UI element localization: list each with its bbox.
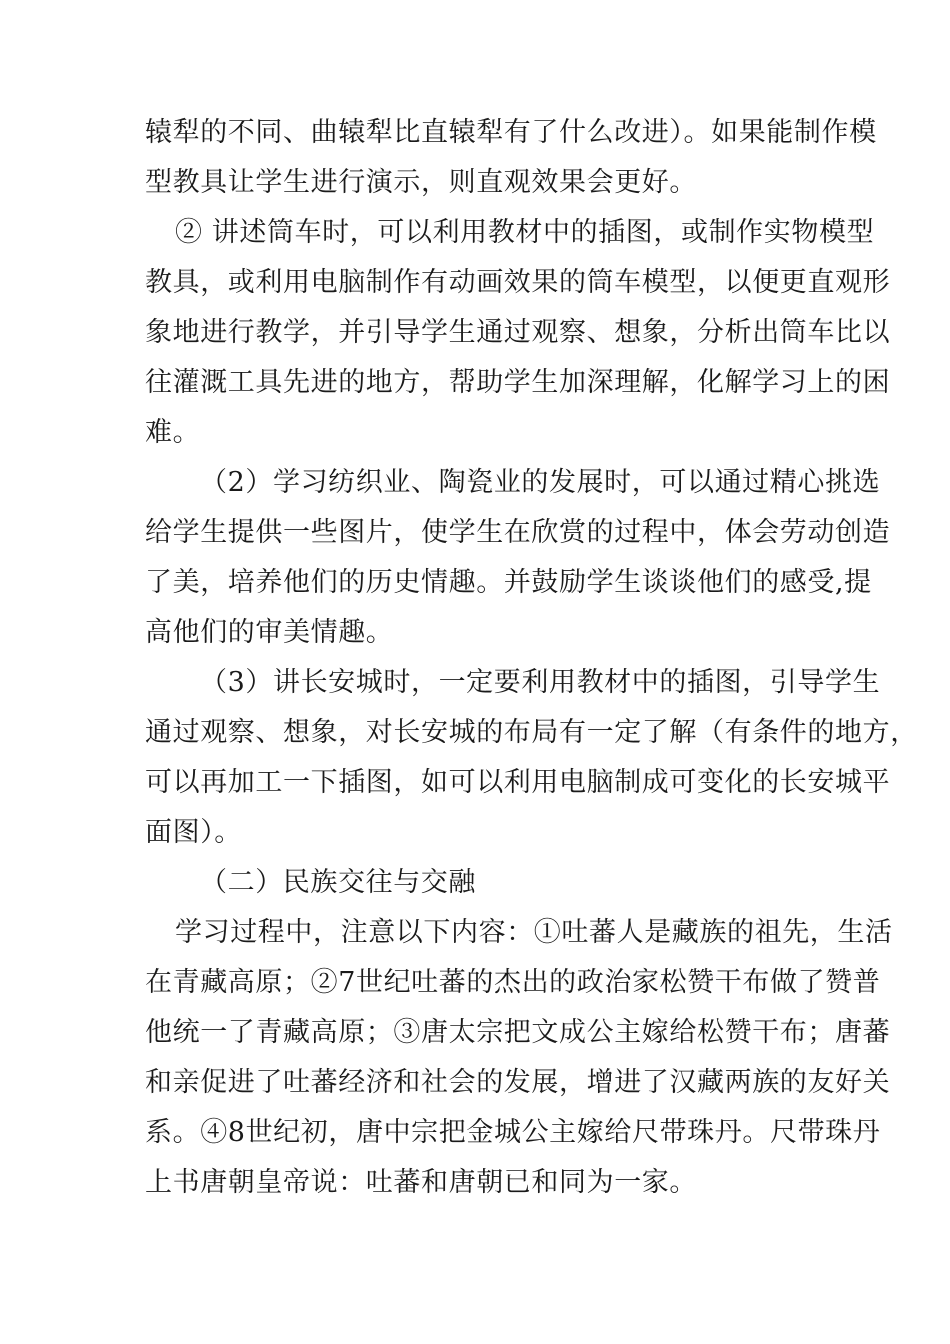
text-line: 往灌溉工具先进的地方，帮助学生加深理解，化解学习上的困 bbox=[145, 367, 891, 398]
text-line: 系。④8世纪初，唐中宗把金城公主嫁给尺带珠丹。尺带珠丹 bbox=[145, 1117, 881, 1148]
text-line: 在青藏高原；②7世纪吐蕃的杰出的政治家松赞干布做了赞普 bbox=[145, 967, 881, 998]
text-line: 了美，培养他们的历史情趣。并鼓励学生谈谈他们的感受,提 bbox=[145, 567, 872, 598]
text-line: 通过观察、想象，对长安城的布局有一定了解（有条件的地方， bbox=[145, 717, 918, 748]
section-heading: （二）民族交往与交融 bbox=[200, 867, 476, 898]
text-line: 他统一了青藏高原；③唐太宗把文成公主嫁给松赞干布；唐蕃 bbox=[145, 1017, 891, 1048]
text-line: 难。 bbox=[145, 417, 201, 448]
text-line: （3）讲长安城时，一定要利用教材中的插图，引导学生 bbox=[200, 667, 881, 698]
text-line: 辕犁的不同、曲辕犁比直辕犁有了什么改进）。如果能制作模 bbox=[145, 117, 877, 148]
text-line: 型教具让学生进行演示，则直观效果会更好。 bbox=[145, 167, 697, 198]
text-line: 象地进行教学，并引导学生通过观察、想象，分析出筒车比以 bbox=[145, 317, 891, 348]
text-line: 高他们的审美情趣。 bbox=[145, 617, 394, 648]
text-line: 面图）。 bbox=[145, 817, 242, 848]
text-line: 教具，或利用电脑制作有动画效果的筒车模型，以便更直观形 bbox=[145, 267, 891, 298]
text-line: 和亲促进了吐蕃经济和社会的发展，增进了汉藏两族的友好关 bbox=[145, 1067, 891, 1098]
text-line: （2）学习纺织业、陶瓷业的发展时，可以通过精心挑选 bbox=[200, 467, 881, 498]
text-line: 可以再加工一下插图，如可以利用电脑制成可变化的长安城平 bbox=[145, 767, 891, 798]
text-line: 学习过程中，注意以下内容：①吐蕃人是藏族的祖先，生活 bbox=[175, 917, 893, 948]
text-line: 上书唐朝皇帝说：吐蕃和唐朝已和同为一家。 bbox=[145, 1167, 697, 1198]
text-line: 给学生提供一些图片，使学生在欣赏的过程中，体会劳动创造 bbox=[145, 517, 891, 548]
text-line: ② 讲述筒车时，可以利用教材中的插图，或制作实物模型 bbox=[175, 217, 875, 248]
